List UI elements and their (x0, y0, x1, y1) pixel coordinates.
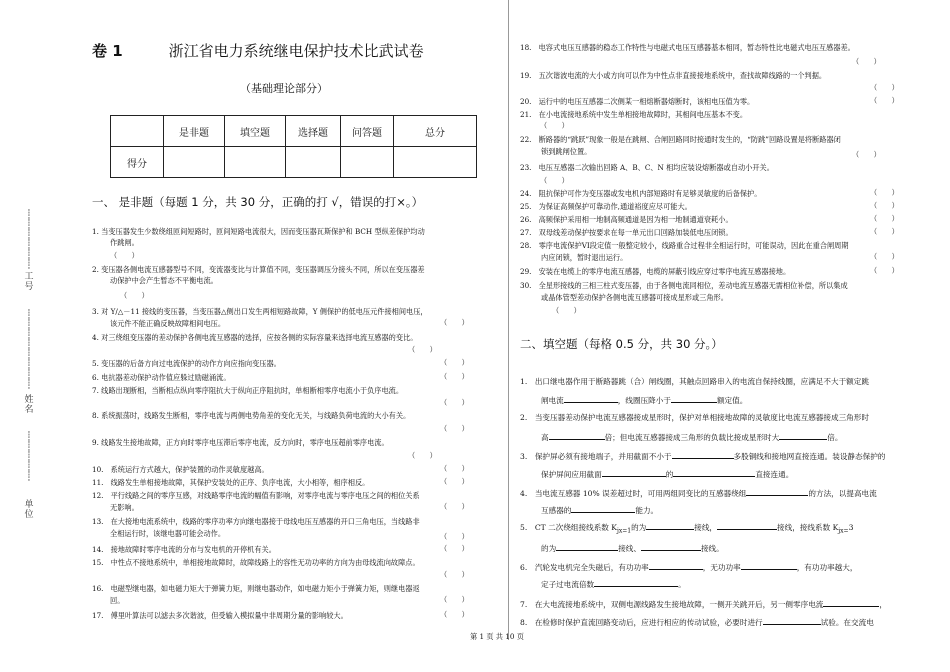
fill-question (520, 376, 869, 387)
fill-subscript: jx= (838, 527, 849, 535)
question-text: 29. 安装在电缆上的零序电流互感器，电缆的屏蔽引线应穿过零序电流互感器接地。 (520, 267, 791, 276)
fill-question (520, 520, 853, 537)
answer-paren[interactable]: （ ） (870, 214, 899, 223)
score-table (110, 115, 477, 178)
volume-label: 卷 1 (92, 42, 123, 60)
fill-text: 的为 (541, 544, 557, 553)
fill-text: 7. 在大电流接地系统中，双侧电源线路发生接地故障，一侧开关跳开后，另一侧零序电流 (520, 600, 824, 609)
answer-blank[interactable] (672, 449, 734, 459)
fill-question (520, 597, 887, 610)
title-text: 浙江省电力系统继电保护技术比武试卷 (168, 42, 424, 60)
answer-paren[interactable]: （ ） (852, 150, 881, 159)
section2-heading: 二、填空题（每格 0.5 分，共 30 分。） (520, 337, 723, 351)
answer-paren[interactable]: （ ） (852, 57, 881, 66)
answer-paren[interactable]: （ ） (440, 595, 469, 604)
answer-paren[interactable]: （ ） (540, 176, 569, 185)
score-col-choice: 选择题 (286, 116, 341, 147)
question-text: 或晶体管型差动保护各侧电流互感器可接成星形或三角形。 (541, 293, 728, 302)
fill-text: 8. 在检修时保护直流回路变动后，应进行相应的传动试验，必要时进行 (520, 618, 763, 627)
answer-blank[interactable] (746, 486, 808, 496)
score-cell[interactable] (341, 147, 394, 178)
answer-paren[interactable]: （ ） (440, 532, 469, 541)
question-text: 4. 对三绕组变压器的差动保护各侧电流互感器的选择，应按各侧的实际容量来选择电流互感器的变比。 (92, 333, 418, 342)
question-text: 11. 线路发生单相接地故障，其保护安装处的正序、负序电流，大小相等，相序相反。 (92, 478, 370, 487)
question-text: 18. 电容式电压互感器的稳态工作特性与电磁式电压互感器基本相同，暂态特性比电磁式电压互感器差。 (520, 43, 855, 52)
answer-blank[interactable] (594, 577, 678, 587)
fill-question (520, 560, 857, 573)
page-footer: 第 1 页 共 10 页 (470, 632, 524, 641)
answer-paren[interactable]: （ ） (440, 477, 469, 486)
question-text: 27. 双母线差动保护按要求在每一单元出口回路加装低电压闭锁。 (520, 228, 733, 237)
answer-paren[interactable]: （ ） (870, 96, 899, 105)
fill-text: 接线， (694, 523, 718, 532)
question-text: 作跳闸。 (110, 238, 139, 247)
answer-blank[interactable] (779, 430, 827, 440)
question-text: 1. 当变压器发生少数绕组匝间短路时，匝间短路电流很大，因而变压器瓦斯保护和 BCH 型纵差保护均动 (92, 227, 425, 236)
fill-question (541, 541, 724, 554)
answer-paren[interactable]: （ ） (870, 266, 899, 275)
fill-text: 定子过电流倍数 (541, 580, 595, 589)
question-text: 20. 运行中的电压互感器二次侧某一相熔断器熔断时，该相电压值为零。 (520, 97, 755, 106)
question-text: 26. 高频保护采用相一地制高频通道是因为相一地制通道衰耗小。 (520, 215, 733, 224)
answer-paren[interactable]: （ ） (870, 227, 899, 236)
fill-text: 互感器的 (541, 506, 572, 515)
question-text: 内应闭锁，暂时退出运行。 (541, 253, 628, 262)
fill-text: 倍。 (827, 433, 843, 442)
section1-heading: 一、 是非题（每题 1 分，共 30 分，正确的打 √，错误的打×。） (92, 195, 424, 209)
fill-text: 闸电流 (541, 396, 564, 405)
answer-blank[interactable] (564, 393, 618, 403)
question-text: 21. 在小电流接地系统中发生单相接地故障时，其相间电压基本不变。 (520, 110, 748, 119)
fill-text: 试验。在交流电 (820, 618, 874, 627)
question-text: 7. 线路出现断相，当断相点纵向零序阻抗大于纵向正序阻抗时，单相断相零序电流小于负序电流。 (92, 386, 404, 395)
binding-label-id: 工号 (24, 272, 34, 292)
answer-paren[interactable]: （ ） (440, 464, 469, 473)
answer-blank[interactable] (646, 520, 694, 530)
score-row-label: 得分 (111, 147, 164, 178)
answer-blank[interactable] (741, 560, 797, 570)
page-divider (508, 0, 509, 640)
fill-question (520, 615, 874, 628)
score-col-truefalse: 是非题 (164, 116, 225, 147)
question-text: 28. 零序电流保护VI段定值一般整定较小，线路重合过程非全相运行时，可能误动，因此在重合闸周期 (520, 241, 849, 250)
score-cell[interactable] (164, 147, 225, 178)
exam-subtitle: （基础理论部分） (240, 82, 328, 95)
answer-blank[interactable] (571, 503, 635, 513)
fill-text: 接线。 (700, 544, 724, 553)
question-text: 3. 对 Y/△－11 接线的变压器，当变压器△侧出口发生两相短路故障，Y 侧保护的低电压元件接相间电压， (92, 307, 428, 316)
question-text: 15. 中性点不接地系统中，单相接地故障时，故障线路上的容性无功功率的方向为由母线流向故障点。 (92, 558, 420, 567)
question-text: 全相运行时，该继电器可能会动作。 (110, 529, 226, 538)
question-text: 12. 平行线路之间的零序互感，对线路零序电流的幅值有影响，对零序电流与零序电压之间的相位关系 (92, 491, 420, 500)
answer-paren[interactable]: （ ） (120, 291, 149, 300)
score-cell[interactable] (225, 147, 286, 178)
question-text: 19. 五次谐波电流的大小或方向可以作为中性点非直接接地系统中，查找故障线路的一个判据。 (520, 71, 827, 80)
fill-question (520, 412, 869, 423)
fill-text: 4. 当电流互感器 10% 误差超过时，可用两组同变比的互感器绕组 (520, 489, 747, 498)
binding-label-name: 姓名 (24, 395, 34, 415)
question-text: 17. 傅里叶算法可以滤去多次谐波，但受输入模拟量中非周期分量的影响较大。 (92, 611, 348, 620)
fill-text: 接线，接线系数 K (777, 523, 839, 532)
question-text: 10. 系统运行方式越大，保护装置的动作灵敏度越高。 (92, 465, 269, 474)
fill-text: 能力。 (635, 506, 659, 515)
question-text: 13. 在大接地电流系统中，线路的零序功率方向继电器接于母线电压互感器的开口三角电压，当线路非 (92, 517, 420, 526)
fill-text: 额定值。 (716, 396, 748, 405)
answer-paren[interactable]: （ ） (408, 345, 437, 354)
question-text: 23. 电压互感器二次输出回路 A、B、C、N 相均应装设熔断器或自动小开关。 (520, 163, 774, 172)
exam-title (92, 40, 424, 61)
question-text: 30. 全星形接线的三相三柱式变压器，由于各侧电流同相位，差动电流互感器无需相位补偿，所以集成 (520, 281, 848, 290)
answer-blank[interactable] (641, 541, 701, 551)
question-text: 16. 电磁型继电器，如电磁力矩大于弹簧力矩，则继电器动作，如电磁力矩小于弹簧力矩，则继电器返 (92, 584, 420, 593)
answer-blank[interactable] (549, 430, 605, 440)
fill-text: 多股铜线和接地网直接连通。装设静态保护的 (733, 452, 886, 461)
answer-paren[interactable]: （ ） (440, 398, 469, 407)
fill-question (541, 393, 747, 406)
score-cell[interactable] (286, 147, 341, 178)
score-col-qa: 问答题 (341, 116, 394, 147)
answer-paren[interactable]: （ ） (440, 544, 469, 553)
fill-question (520, 449, 885, 462)
question-text: 6. 电抗器差动保护动作值应躲过励磁涌流。 (92, 373, 231, 382)
question-text: 该元件不能正确反映故障相间电压。 (110, 319, 226, 328)
question-text: 22. 断路器的“跳跃”现象一般是在跳闸、合闸回路同时接通时发生的，“防跳”回路设置是将断路器闭 (520, 135, 841, 144)
fill-text: 5. CT 二次绕组接线系数 K (520, 523, 617, 532)
answer-paren[interactable]: （ ） (408, 451, 437, 460)
answer-blank[interactable] (671, 393, 717, 403)
fill-text: 保护屏间应用截面 (541, 470, 602, 479)
question-text: 回。 (110, 596, 125, 605)
fill-text: 6. 汽轮发电机完全失磁后，有功功率 (520, 563, 649, 572)
fill-text: 1. 出口继电器作用于断路器跳（合）闸线圈，其触点回路串入的电流自保持线圈，应满足不大于额定跳 (520, 377, 869, 386)
fill-question (541, 430, 842, 443)
answer-paren[interactable]: （ ） (440, 358, 469, 367)
question-text: 5. 变压器的后备方向过电流保护的动作方向应指向变压器。 (92, 359, 281, 368)
score-col-fill: 填空题 (225, 116, 286, 147)
binding-label-unit: 单位 (24, 500, 34, 520)
fill-text: 的 (665, 470, 674, 479)
fill-question (541, 467, 793, 480)
fill-question (520, 486, 877, 499)
answer-blank[interactable] (717, 520, 777, 530)
fill-text: 倍；但电流互感器接成三角形的负载比接成星形时大 (604, 433, 780, 442)
fill-text: 高 (541, 433, 549, 442)
fill-text: 3 (848, 523, 854, 532)
answer-paren[interactable]: （ ） (110, 251, 139, 260)
answer-paren[interactable]: （ ） (870, 188, 899, 197)
fill-text: 。 (678, 580, 686, 589)
question-text: 14. 接地故障时零序电流的分布与发电机的开停机有关。 (92, 545, 276, 554)
fill-question (541, 503, 658, 516)
fill-text: 3. 保护屏必须有接地端子，并用截面不小于 (520, 452, 672, 461)
answer-paren[interactable]: （ ） (440, 570, 469, 579)
fill-text: 的为 (631, 523, 647, 532)
question-text: 无影响。 (110, 503, 139, 512)
fill-text: ，线圈压降小于 (617, 396, 671, 405)
answer-paren[interactable]: （ ） (440, 372, 469, 381)
answer-paren[interactable]: （ ） (540, 121, 569, 130)
score-cell[interactable] (394, 147, 477, 178)
answer-blank[interactable] (763, 615, 821, 625)
fill-text: ， (879, 600, 887, 609)
answer-paren[interactable]: （ ） (870, 83, 899, 92)
answer-blank[interactable] (649, 560, 703, 570)
binding-margin: ┊ ┊ ┊ ┊ ┊ ┊ 工号 ┊ ┊ ┊ ┊ ┊ ┊ ┊ ┊ 姓名 ┊ ┊ ┊ ┊ ┊ 单位 (22, 210, 36, 530)
fill-text: ，无功功率 (702, 563, 741, 572)
fill-text: 接线、 (618, 544, 641, 553)
answer-paren[interactable]: （ ） (870, 201, 899, 210)
answer-paren[interactable]: （ ） (440, 424, 469, 433)
answer-blank[interactable] (673, 467, 755, 477)
question-text: 锁到跳闸位置。 (541, 147, 592, 156)
answer-blank[interactable] (602, 467, 666, 477)
answer-paren[interactable]: （ ） (440, 610, 469, 619)
fill-text: 的方法，以提高电流 (808, 489, 877, 498)
fill-text: 直接连通。 (755, 470, 794, 479)
question-text: 8. 系统振荡时，线路发生断相，零序电流与两侧电势角差的变化无关，与线路负荷电流的大小有关。 (92, 411, 411, 420)
answer-blank[interactable] (556, 541, 618, 551)
question-text: 2. 变压器各侧电流互感器型号不同，变流器变比与计算值不同，变压器调压分接头不同，所以在变压器差 (92, 265, 425, 274)
fill-question (541, 577, 686, 590)
score-col-total: 总分 (394, 116, 477, 147)
answer-paren[interactable]: （ ） (440, 318, 469, 327)
question-text: 动保护中会产生暂态不平衡电流。 (110, 276, 218, 285)
question-text: 25. 为保证高频保护可靠动作,通道裕度应尽可能大。 (520, 202, 692, 211)
fill-text: ，有功功率越大， (796, 563, 858, 572)
answer-paren[interactable]: （ ） (870, 252, 899, 261)
answer-paren[interactable]: （ ） (440, 502, 469, 511)
question-text: 9. 线路发生接地故障，正方向时零序电压滞后零序电流，反方向时，零序电压超前零序电流。 (92, 438, 389, 447)
fill-subscript: jx=1 (616, 527, 632, 535)
question-text: 24. 阻抗保护可作为变压器或发电机内部短路时有足够灵敏度的后备保护。 (520, 189, 762, 198)
answer-paren[interactable]: （ ） (552, 306, 581, 315)
fill-text: 2. 当变压器差动保护电流互感器接成星形时，保护对单相接地故障的灵敏度比电流互感器接成三角形时 (520, 413, 869, 422)
answer-blank[interactable] (823, 597, 879, 607)
